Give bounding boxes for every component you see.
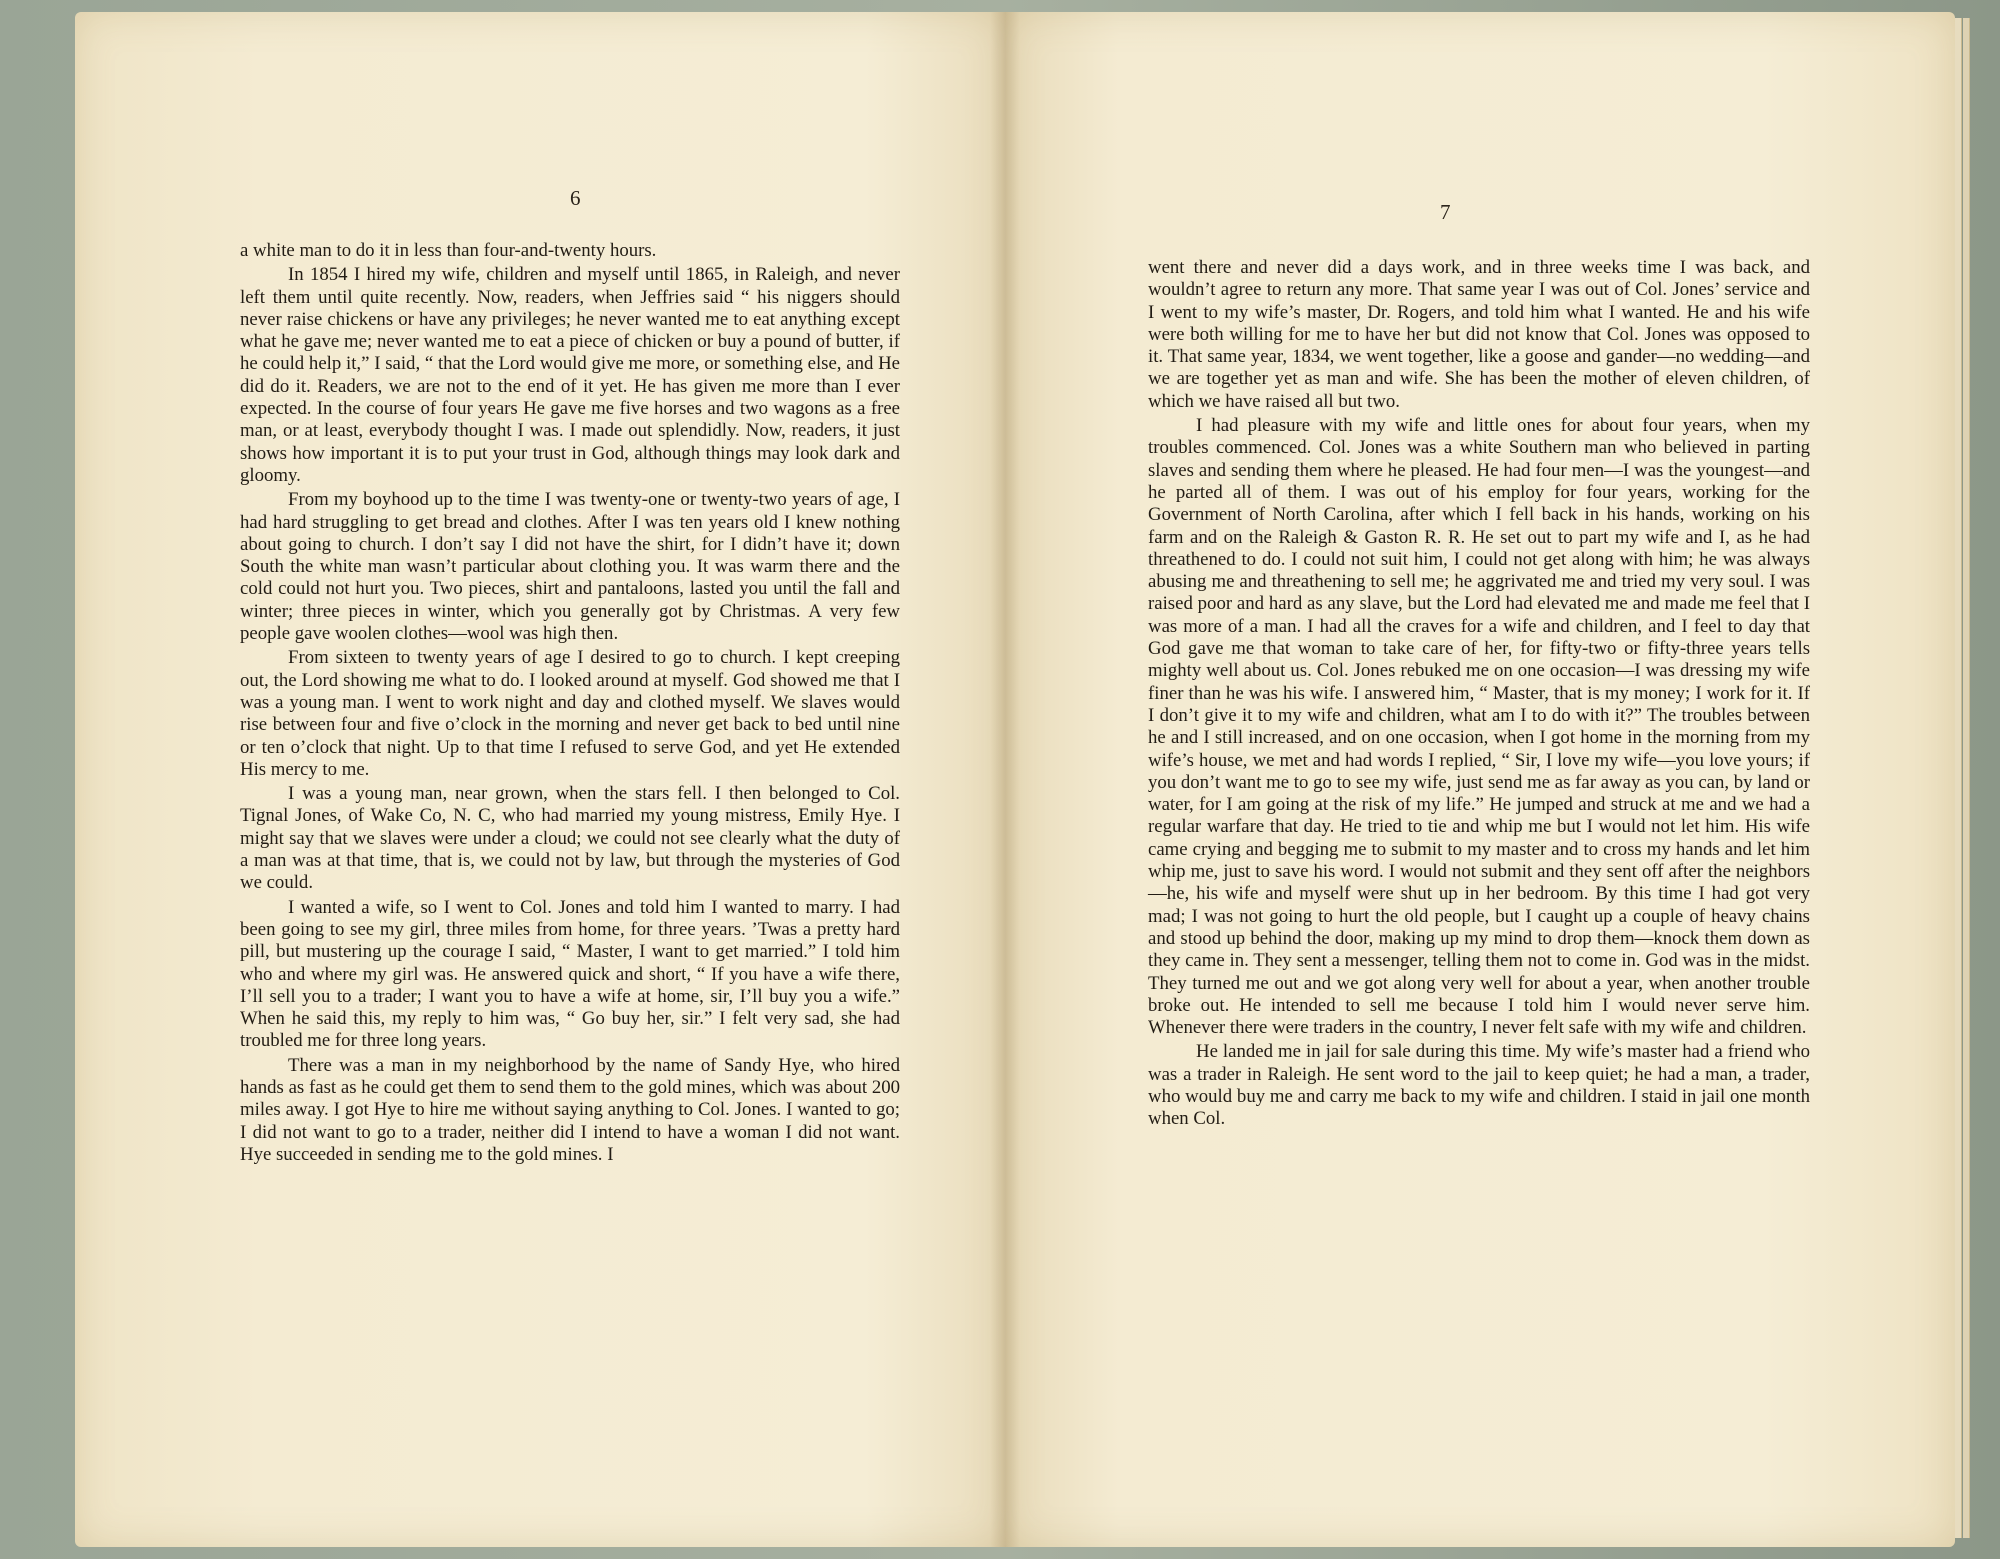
- paragraph: There was a man in my neighborhood by the name of Sandy Hye, who hired hands as fast as he could get them to send them to the gold mines, which was about 200 miles away. I got Hye to hire me without saying anything to Col. Jones. I wanted to go; I did not want to go to a trader, neither did I intend to have a woman I did not want. Hye succeeded in sending me to the gold mines. I: [240, 1054, 900, 1165]
- page-gutter: [990, 12, 1020, 1547]
- right-page-text: [1148, 257, 1810, 1133]
- paragraph: From my boyhood up to the time I was twenty-one or twenty-two years of age, I had hard struggling to get bread and clothes. After I was ten years old I knew nothing about going to church. I don’t say I did not have the shirt, for I didn’t have it; down South the white man wasn’t particular about clothing you. It was warm there and the cold could not hurt you. Two pieces, shirt and pantaloons, lasted you until the fall and winter; three pieces in winter, which you generally got by Christmas. A very few people gave woolen clothes—wool was high then.: [240, 489, 900, 645]
- paragraph: He landed me in jail for sale during this time. My wife’s master had a friend who was a trader in Raleigh. He sent word to the jail to keep quiet; he had a man, a trader, who would buy me and carry me back to my wife and children. I staid in jail one month when Col.: [1148, 1041, 1810, 1130]
- page-number-right: 7: [1440, 200, 1451, 224]
- page-edge: [1963, 18, 1970, 1538]
- paragraph: a white man to do it in less than four-and-twenty hours.: [240, 240, 657, 261]
- paragraph: I was a young man, near grown, when the stars fell. I then belonged to Col. Tignal Jones, of Wake Co, N. C, who had married my young mistress, Emily Hye. I might say that we slaves were under a cloud; we could not see clearly what the duty of a man was at that time, that is, we could not by law, but through the mysteries of God we could.: [240, 783, 900, 894]
- paragraph: I wanted a wife, so I went to Col. Jones and told him I wanted to marry. I had been going to see my girl, three miles from home, for three years. ’Twas a pretty hard pill, but mustering up the courage I said, “ Master, I want to get married.” I told him who and where my girl was. He answered quick and short, “ If you have a wife there, I’ll sell you to a trader; I want you to have a wife at home, sir, I’ll buy you a wife.” When he said this, my reply to him was, “ Go buy her, sir.” I felt very sad, she had troubled me for three long years.: [240, 896, 900, 1052]
- page-edge: [1955, 18, 1962, 1538]
- paragraph: went there and never did a days work, and in three weeks time I was back, and wouldn’t agree to return any more. That same year I was out of Col. Jones’ service and I went to my wife’s master, Dr. Rogers, and told him what I wanted. He and his wife were both willing for me to have her but did not know that Col. Jones was opposed to it. That same year, 1834, we went together, like a goose and gander—no wedding—and we are together yet as man and wife. She has been the mother of eleven children, of which we have raised all but two.: [1148, 257, 1810, 412]
- page-number-left: 6: [570, 186, 581, 210]
- left-page-text: [240, 240, 900, 1168]
- paragraph: I had pleasure with my wife and little ones for about four years, when my troubles commenced. Col. Jones was a white Southern man who believed in parting slaves and sending them where he pleased. He had four men—I was the youngest—and he parted all of them. I was out of his employ for four years, working for the Government of North Carolina, after which I fell back in his hands, working on his farm and on the Raleigh & Gaston R. R. He set out to part my wife and I, as he had threathened to do. I could not suit him, I could not get along with him; he was always abusing me and threathening to sell me; he aggrivated me and tried my very soul. I was raised poor and hard as any slave, but the Lord had elevated me and made me feel that I was more of a man. I had all the craves for a wife and children, and I feel to day that God gave me that woman to take care of her, for fifty-two or fifty-three years tells mighty well about us. Col. Jones rebuked me on one occasion—I was dressing my wife finer than he was his wife. I answered him, “ Master, that is my money; I work for it. If I don’t give it to my wife and children, what am I to do with it?” The troubles between he and I still increased, and on one occasion, when I got home in the morning from my wife’s house, we met and had words I replied, “ Sir, I love my wife—you love yours; if you don’t want me to go to see my wife, just send me as far away as you can, by land or water, for I am going at the risk of my life.” He jumped and struck at me and we had a regular warfare that day. He tried to tie and whip me but I would not let him. His wife came crying and begging me to submit to my master and to cross my hands and let him whip me, just to save his word. I would not submit and they sent off after the neighbors—he, his wife and myself were shut up in her bedroom. By this time I had got very mad; I was not going to hurt the old people, but I caught up a couple of heavy chains and stood up behind the door, making up my mind to drop them—knock them down as they came in. They sent a messenger, telling them not to come in. God was in the midst. They turned me out and we got along very well for about a year, when another trouble broke out. He intended to sell me because I told him I would never serve him. Whenever there were traders in the country, I never felt safe with my wife and children.: [1148, 415, 1810, 1039]
- paragraph: In 1854 I hired my wife, children and myself until 1865, in Raleigh, and never left them until quite recently. Now, readers, when Jeffries said “ his niggers should never raise chickens or have any privileges; he never wanted me to eat anything except what he gave me; never wanted me to eat a piece of chicken or buy a pound of butter, if he could help it,” I said, “ that the Lord would give me more, or something else, and He did do it. Readers, we are not to the end of it yet. He has given me more than I ever expected. In the course of four years He gave me five horses and two wagons as a free man, or at least, everybody thought I was. I made out splendidly. Now, readers, it just shows how important it is to put your trust in God, although things may look dark and gloomy.: [240, 264, 900, 486]
- paragraph: From sixteen to twenty years of age I desired to go to church. I kept creeping out, the Lord showing me what to do. I looked around at myself. God showed me that I was a young man. I went to work night and day and clothed myself. We slaves would rise between four and five o’clock in the morning and never get back to bed until nine or ten o’clock that night. Up to that time I refused to serve God, and yet He extended His mercy to me.: [240, 647, 900, 780]
